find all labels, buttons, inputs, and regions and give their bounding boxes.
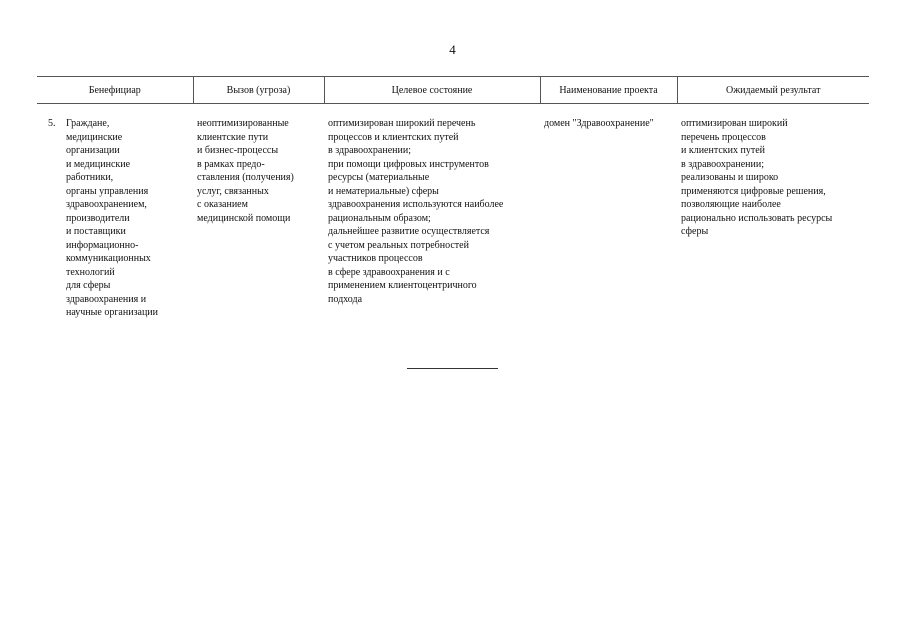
cell-line: и клиентских путей bbox=[681, 145, 765, 156]
cell-line: дальнейшее развитие осуществляется bbox=[328, 226, 490, 237]
cell-line: сферы bbox=[681, 226, 709, 237]
cell-line: и бизнес-процессы bbox=[197, 145, 279, 156]
cell-line: здравоохранением, bbox=[66, 199, 147, 210]
strategy-table bbox=[37, 76, 869, 320]
cell-line: подхода bbox=[328, 293, 363, 305]
cell-challenge bbox=[193, 104, 324, 320]
cell-line: и поставщики bbox=[66, 226, 126, 237]
cell-line: рациональным образом; bbox=[328, 212, 431, 224]
cell-line: с учетом реальных потребностей bbox=[328, 239, 469, 251]
row-number: 5. bbox=[48, 118, 56, 129]
cell-line: процессов и клиентских путей bbox=[328, 131, 459, 143]
cell-line: клиентские пути bbox=[197, 131, 269, 143]
cell-line: ресурсы (материальные bbox=[328, 172, 430, 183]
cell-line: информационно- bbox=[66, 239, 139, 251]
cell-line: медицинской помощи bbox=[197, 212, 291, 224]
cell-line: применяются цифровые решения, bbox=[681, 185, 826, 197]
cell-line: организации bbox=[66, 145, 120, 156]
cell-line: при помощи цифровых инструментов bbox=[328, 158, 489, 170]
cell-line: услуг, связанных bbox=[197, 185, 269, 197]
table-header-row bbox=[37, 77, 869, 104]
cell-line: медицинские bbox=[66, 131, 123, 143]
cell-line: рационально использовать ресурсы bbox=[681, 212, 833, 224]
footer-divider bbox=[407, 368, 498, 369]
cell-line: в рамках предо- bbox=[197, 158, 265, 170]
cell-line: и нематериальные) сферы bbox=[328, 185, 439, 197]
header-target-state: Целевое состояние bbox=[324, 77, 540, 104]
cell-line: здравоохранения используются наиболее bbox=[328, 199, 504, 210]
cell-line: реализованы и широко bbox=[681, 172, 779, 183]
cell-line: оптимизирован широкий bbox=[681, 118, 788, 129]
cell-line: перечень процессов bbox=[681, 131, 766, 143]
header-beneficiary: Бенефициар bbox=[37, 77, 193, 104]
header-challenge: Вызов (угроза) bbox=[193, 77, 324, 104]
cell-line: применением клиентоцентричного bbox=[328, 280, 477, 291]
header-project-name: Наименование проекта bbox=[540, 77, 677, 104]
cell-line: производители bbox=[66, 212, 130, 224]
cell-beneficiary bbox=[37, 104, 193, 320]
cell-line: участников процессов bbox=[328, 253, 423, 264]
cell-line: в здравоохранении; bbox=[681, 158, 764, 170]
cell-line: Граждане, bbox=[66, 118, 110, 129]
cell-expected-result bbox=[677, 104, 869, 320]
cell-line: ставления (получения) bbox=[197, 172, 294, 183]
cell-line: неоптимизированные bbox=[197, 118, 289, 129]
page-number: 4 bbox=[449, 42, 456, 57]
cell-line: позволяющие наиболее bbox=[681, 199, 781, 210]
cell-project-name bbox=[540, 104, 677, 320]
cell-line: для сферы bbox=[66, 280, 111, 291]
cell-line: работники, bbox=[66, 172, 114, 183]
cell-line: в сфере здравоохранения и с bbox=[328, 266, 450, 278]
cell-line: органы управления bbox=[66, 185, 149, 197]
cell-line: научные организации bbox=[66, 307, 159, 318]
header-expected-result: Ожидаемый результат bbox=[677, 77, 869, 104]
cell-line: с оказанием bbox=[197, 199, 248, 210]
cell-line: коммуникационных bbox=[66, 253, 151, 264]
cell-line: технологий bbox=[66, 266, 115, 278]
cell-line: оптимизирован широкий перечень bbox=[328, 118, 476, 129]
cell-line: и медицинские bbox=[66, 158, 131, 170]
cell-line: здравоохранения и bbox=[66, 293, 147, 305]
cell-target-state bbox=[324, 104, 540, 320]
cell-line: домен "Здравоохранение" bbox=[544, 118, 654, 129]
table-row bbox=[37, 104, 869, 320]
cell-line: в здравоохранении; bbox=[328, 145, 411, 156]
